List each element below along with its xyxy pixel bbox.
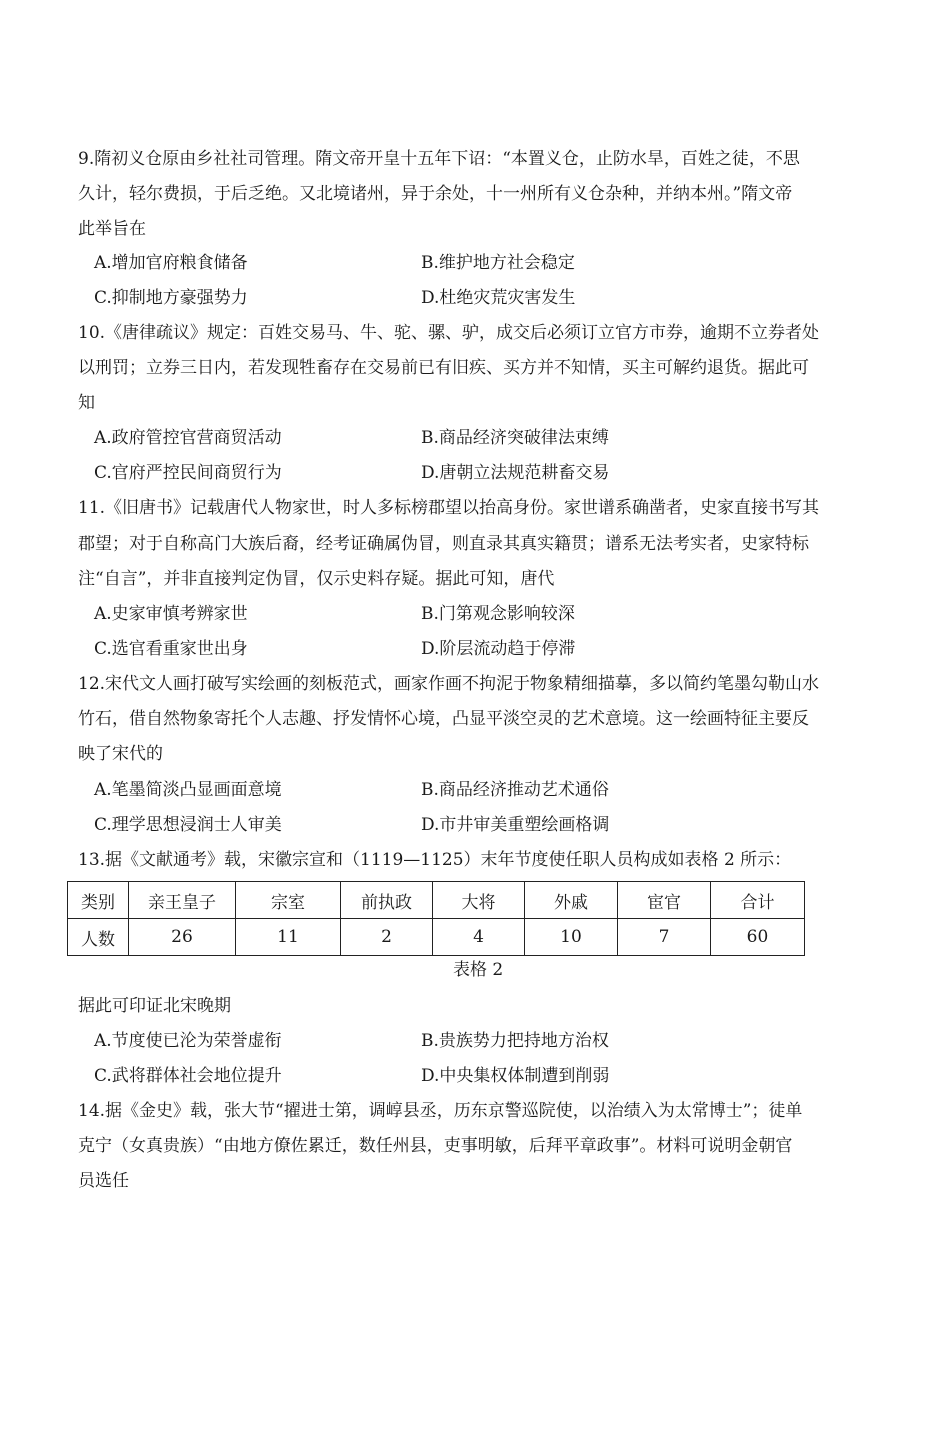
table-2 xyxy=(67,881,805,956)
q13-intro: 13.据《文献通考》载，宋徽宗宣和（1119—1125）末年节度使任职人员构成如表格 2 所示： xyxy=(78,850,792,870)
q10-option-a: A.政府管控官营商贸活动 xyxy=(94,428,282,448)
q12-line-3: 映了宋代的 xyxy=(78,744,163,764)
table-cell: 宦官 xyxy=(618,882,711,919)
q14-line-1: 14.据《金史》载，张大节“擢进士第，调崞县丞，历东京警巡院使，以治绩入为太常博士”；徒单 xyxy=(78,1101,803,1121)
q9-option-c: C.抑制地方豪强势力 xyxy=(94,288,248,308)
q13-stem: 据此可印证北宋晚期 xyxy=(78,996,231,1016)
q13-option-b: B.贵族势力把持地方治权 xyxy=(421,1031,609,1051)
table-cell: 10 xyxy=(525,919,618,956)
table-cell: 人数 xyxy=(68,919,129,956)
q11-line-3: 注“自言”，并非直接判定伪冒，仅示史料存疑。据此可知，唐代 xyxy=(78,569,555,589)
q11-line-2: 郡望；对于自称高门大族后裔，经考证确属伪冒，则直录其真实籍贯；谱系无法考实者，史家特标 xyxy=(78,534,809,554)
q10-line-1: 10.《唐律疏议》规定：百姓交易马、牛、驼、骡、驴，成交后必须订立官方市券，逾期不立券者处 xyxy=(78,323,820,343)
q9-option-a: A.增加官府粮食储备 xyxy=(94,253,248,273)
table-cell: 2 xyxy=(341,919,433,956)
table-caption: 表格 2 xyxy=(453,960,504,980)
q13-option-c: C.武将群体社会地位提升 xyxy=(94,1066,282,1086)
table-header-row xyxy=(68,882,805,919)
table-cell: 26 xyxy=(129,919,236,956)
q12-line-1: 12.宋代文人画打破写实绘画的刻板范式，画家作画不拘泥于物象精细描摹，多以简约笔墨勾勒山水 xyxy=(78,674,820,694)
q9-line-3: 此举旨在 xyxy=(78,219,146,239)
table-cell: 大将 xyxy=(433,882,525,919)
table-cell: 合计 xyxy=(711,882,805,919)
q14-line-2: 克宁（女真贵族）“由地方僚佐累迁，数任州县，吏事明敏，后拜平章政事”。材料可说明金朝官 xyxy=(78,1136,793,1156)
table-cell: 4 xyxy=(433,919,525,956)
q9-option-d: D.杜绝灾荒灾害发生 xyxy=(421,288,576,308)
table-cell: 前执政 xyxy=(341,882,433,919)
q12-option-d: D.市井审美重塑绘画格调 xyxy=(421,815,610,835)
table-cell: 60 xyxy=(711,919,805,956)
q10-option-d: D.唐朝立法规范耕畜交易 xyxy=(421,463,610,483)
q10-option-c: C.官府严控民间商贸行为 xyxy=(94,463,282,483)
q12-option-c: C.理学思想浸润士人审美 xyxy=(94,815,282,835)
q11-option-a: A.史家审慎考辨家世 xyxy=(94,604,248,624)
table-cell: 外戚 xyxy=(525,882,618,919)
table-row xyxy=(68,919,805,956)
q11-option-c: C.选官看重家世出身 xyxy=(94,639,248,659)
table-cell: 宗室 xyxy=(236,882,341,919)
q13-option-a: A.节度使已沦为荣誉虚衔 xyxy=(94,1031,282,1051)
q10-option-b: B.商品经济突破律法束缚 xyxy=(421,428,609,448)
q11-line-1: 11.《旧唐书》记载唐代人物家世，时人多标榜郡望以抬高身份。家世谱系确凿者，史家直接书写其 xyxy=(78,498,820,518)
q10-line-3: 知 xyxy=(78,393,95,413)
q9-line-1: 9.隋初义仓原由乡社社司管理。隋文帝开皇十五年下诏：“本置义仓，止防水旱，百姓之徒，不思 xyxy=(78,149,800,169)
q12-option-a: A.笔墨简淡凸显画面意境 xyxy=(94,780,282,800)
table-cell: 11 xyxy=(236,919,341,956)
q13-option-d: D.中央集权体制遭到削弱 xyxy=(421,1066,610,1086)
q10-line-2: 以刑罚；立券三日内，若发现牲畜存在交易前已有旧疾、买方并不知情，买主可解约退货。据此可 xyxy=(78,358,809,378)
q11-option-b: B.门第观念影响较深 xyxy=(421,604,575,624)
table-cell: 7 xyxy=(618,919,711,956)
table-cell: 类别 xyxy=(68,882,129,919)
q14-line-3: 员选任 xyxy=(78,1171,129,1191)
q12-option-b: B.商品经济推动艺术通俗 xyxy=(421,780,609,800)
q12-line-2: 竹石，借自然物象寄托个人志趣、抒发情怀心境，凸显平淡空灵的艺术意境。这一绘画特征主要反 xyxy=(78,709,809,729)
table-cell: 亲王皇子 xyxy=(129,882,236,919)
q9-option-b: B.维护地方社会稳定 xyxy=(421,253,575,273)
q9-line-2: 久计，轻尔费损，于后乏绝。又北境诸州，异于余处，十一州所有义仓杂种，并纳本州。”隋文帝 xyxy=(78,184,793,204)
q11-option-d: D.阶层流动趋于停滞 xyxy=(421,639,576,659)
